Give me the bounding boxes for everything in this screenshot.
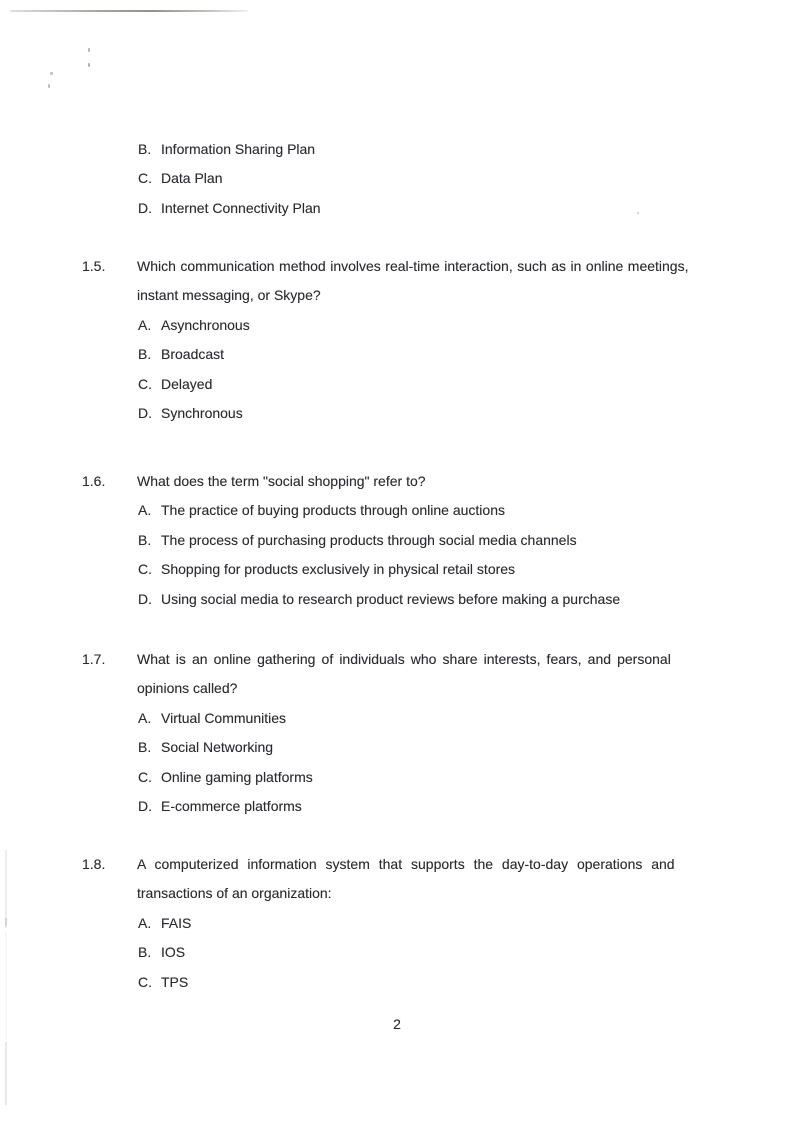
option-text: Asynchronous <box>161 316 250 333</box>
question-number: 1.8. <box>82 856 106 872</box>
option-row <box>82 733 732 762</box>
option-row <box>82 496 732 525</box>
scan-speck <box>48 84 50 88</box>
scan-speck <box>88 48 90 52</box>
question-text: A computerized information system that supports the day-to-day operations and <box>137 856 675 872</box>
option-row <box>82 311 732 340</box>
question-line <box>82 252 732 281</box>
question-line <box>82 850 732 879</box>
option-text: Broadcast <box>161 346 225 363</box>
question-1-7 <box>82 645 732 821</box>
question-1-6 <box>82 467 732 614</box>
option-text: Internet Connectivity Plan <box>161 199 321 216</box>
option-letter: C. <box>138 768 152 785</box>
option-row <box>82 968 732 997</box>
option-row <box>82 135 732 164</box>
option-text: Social Networking <box>161 739 274 756</box>
scan-artifact-left-edge <box>5 850 7 928</box>
option-row <box>82 585 732 614</box>
option-letter: B. <box>138 346 152 363</box>
question-number: 1.6. <box>82 473 106 489</box>
option-letter: A. <box>138 709 152 726</box>
option-letter: A. <box>138 502 152 519</box>
option-row <box>82 763 732 792</box>
question-text: transactions of an organization: <box>137 885 332 902</box>
question-text: opinions called? <box>137 680 238 697</box>
question-1-5 <box>82 252 732 428</box>
option-row <box>82 938 732 967</box>
scan-artifact-left-edge <box>5 918 7 926</box>
option-letter: D. <box>138 797 152 814</box>
option-row <box>82 399 732 428</box>
option-text: Data Plan <box>161 170 223 187</box>
option-text: Online gaming platforms <box>161 768 313 785</box>
scan-speck <box>50 72 53 75</box>
option-letter: A. <box>138 316 152 333</box>
question-text: instant messaging, or Skype? <box>137 287 321 304</box>
option-letter: C. <box>138 973 152 990</box>
option-letter: C. <box>138 170 152 187</box>
option-text: E-commerce platforms <box>161 797 302 814</box>
question-line <box>82 645 732 674</box>
option-row <box>82 555 732 584</box>
option-text: TPS <box>161 973 189 990</box>
option-letter: B. <box>138 739 152 756</box>
question-number: 1.5. <box>82 258 106 274</box>
option-text: The practice of buying products through online auctions <box>161 502 505 519</box>
option-text: IOS <box>161 944 186 961</box>
option-text: Synchronous <box>161 404 243 421</box>
option-text: Shopping for products exclusively in physical retail stores <box>161 561 516 578</box>
option-row <box>82 340 732 369</box>
page-number: 2 <box>393 1016 401 1032</box>
question-text: What does the term "social shopping" refer to? <box>137 473 426 489</box>
option-row <box>82 909 732 938</box>
option-text: Delayed <box>161 375 213 392</box>
option-letter: C. <box>138 561 152 578</box>
option-letter: D. <box>138 590 152 607</box>
partial-question-options <box>82 135 732 223</box>
scan-artifact-top-line <box>10 10 248 12</box>
option-letter: C. <box>138 375 152 392</box>
option-text: Virtual Communities <box>161 709 287 726</box>
option-row <box>82 164 732 193</box>
option-letter: B. <box>138 141 152 157</box>
question-line <box>82 879 732 908</box>
option-row <box>82 526 732 555</box>
option-text: Using social media to research product reviews before making a purchase <box>161 590 621 607</box>
option-row <box>82 194 732 223</box>
option-letter: D. <box>138 404 152 421</box>
option-letter: D. <box>138 199 152 216</box>
question-text: What is an online gathering of individuals who share interests, fears, and personal <box>137 651 671 667</box>
scan-speck <box>88 63 90 67</box>
scan-artifact-left-edge <box>5 1042 7 1105</box>
option-letter: A. <box>138 914 152 931</box>
option-letter: B. <box>138 531 152 548</box>
option-row <box>82 704 732 733</box>
option-row <box>82 370 732 399</box>
question-line <box>82 281 732 310</box>
option-row <box>82 792 732 821</box>
question-1-8 <box>82 850 732 997</box>
question-line <box>82 467 732 496</box>
option-text: The process of purchasing products through social media channels <box>161 531 577 548</box>
option-text: FAIS <box>161 914 192 931</box>
question-number: 1.7. <box>82 651 106 667</box>
question-line <box>82 674 732 703</box>
question-text: Which communication method involves real-time interaction, such as in online meetings, <box>137 258 689 274</box>
option-letter: B. <box>138 944 152 961</box>
option-text: Information Sharing Plan <box>161 141 316 157</box>
